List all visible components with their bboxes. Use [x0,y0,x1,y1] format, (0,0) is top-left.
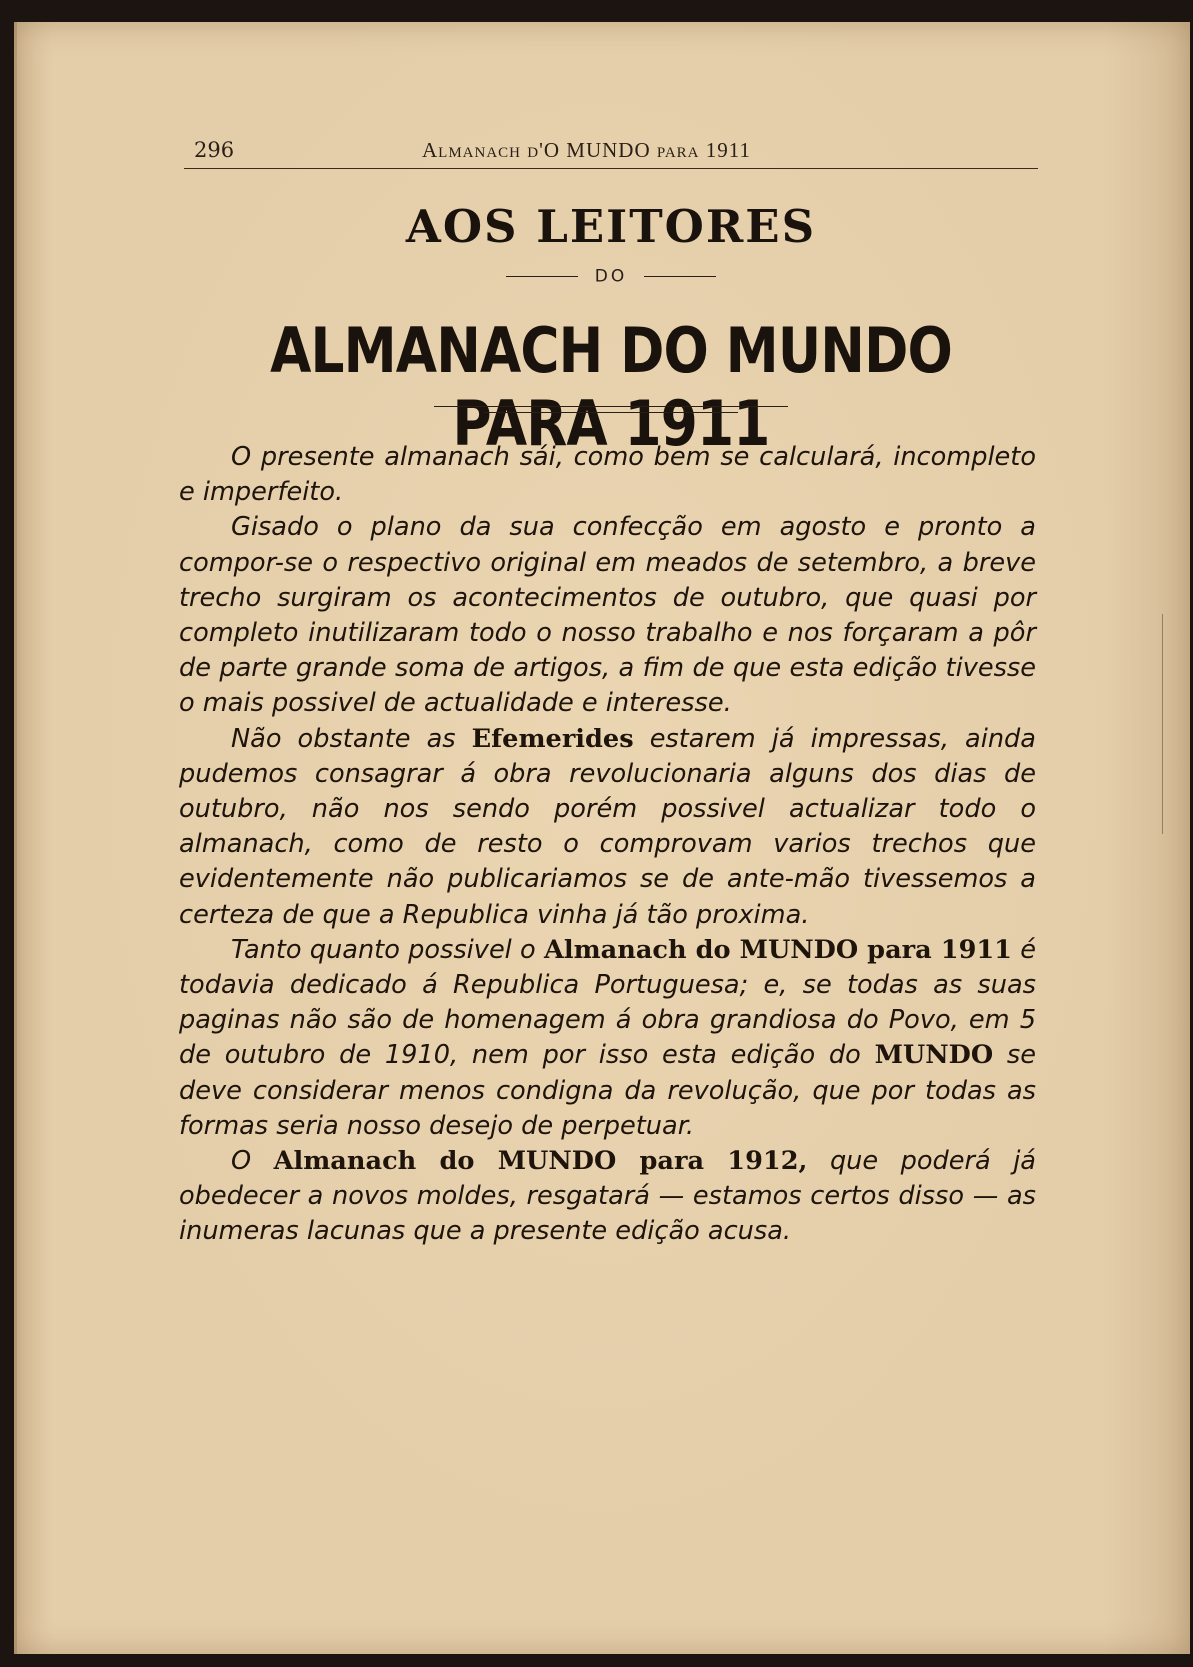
page-subtitle: ALMANACH DO MUNDO PARA 1911 [270,314,952,460]
almanach-1912-term: Almanach do MUNDO para 1912, [273,1146,808,1177]
paragraph-3: Não obstante as Efemerides estarem já impressas, ainda pudemos consagrar á obra revolucionaria alguns dos dias de outubro, não nos sendo porém possivel actualizar todo o almanach, como de resto o comprovam varios trechos que evidentemente não publicariamos se de ante-mão tivessemos a certeza de que a Republica vinha já tão proxima. [179,723,1036,930]
title-rule-top [434,406,788,407]
almanach-1911-term: Almanach do MUNDO para 1911 [543,934,1012,965]
binding-stitch [1162,614,1163,834]
document-page [14,22,1190,1654]
title-rule-bottom [484,412,738,413]
running-title: Almanach d'O MUNDO para 1911 [422,138,751,162]
mundo-term: MUNDO [874,1040,994,1071]
efemerides-term: Efemerides [471,723,634,754]
page-title: AOS LEITORES [405,200,817,253]
paragraph-1: O presente almanach sái, como bem se calculará, incompleto e imperfeito. [179,442,1036,508]
page-edge [14,22,17,1654]
running-header [184,134,1038,169]
paragraph-4: Tanto quanto possivel o Almanach do MUNDO para 1911 é todavia dedicado á Republica Portuguesa; e, se todas as suas paginas não são de homenagem á obra grandiosa do Povo, em 5 de outubro de 1910, nem por isso esta edição do MUNDO se deve considerar menos condigna da revolução, que por todas as formas seria nosso desejo de perpetuar. [179,934,1037,1141]
paragraph-5: O Almanach do MUNDO para 1912, que poderá já obedecer a novos moldes, resgatará — estamos certos disso — as inumeras lacunas que a presente edição acusa. [179,1146,1036,1247]
divider-left [506,276,578,277]
paragraph-2: Gisado o plano da sua confecção em agosto e pronto a compor-se o respectivo original em meados de setembro, a breve trecho surgiram os acontecimentos de outubro, que quasi por completo inutilizaram todo o nosso trabalho e nos forçaram a pôr de parte grande soma de artigos, a fim de que esta edição tivesse o mais possivel de actualidade e interesse. [179,512,1036,719]
divider-right [644,276,716,277]
page-number: 296 [194,138,235,162]
title-connector: DO [594,266,628,287]
body-text [179,440,1036,1250]
title-connector-row [184,266,1038,290]
